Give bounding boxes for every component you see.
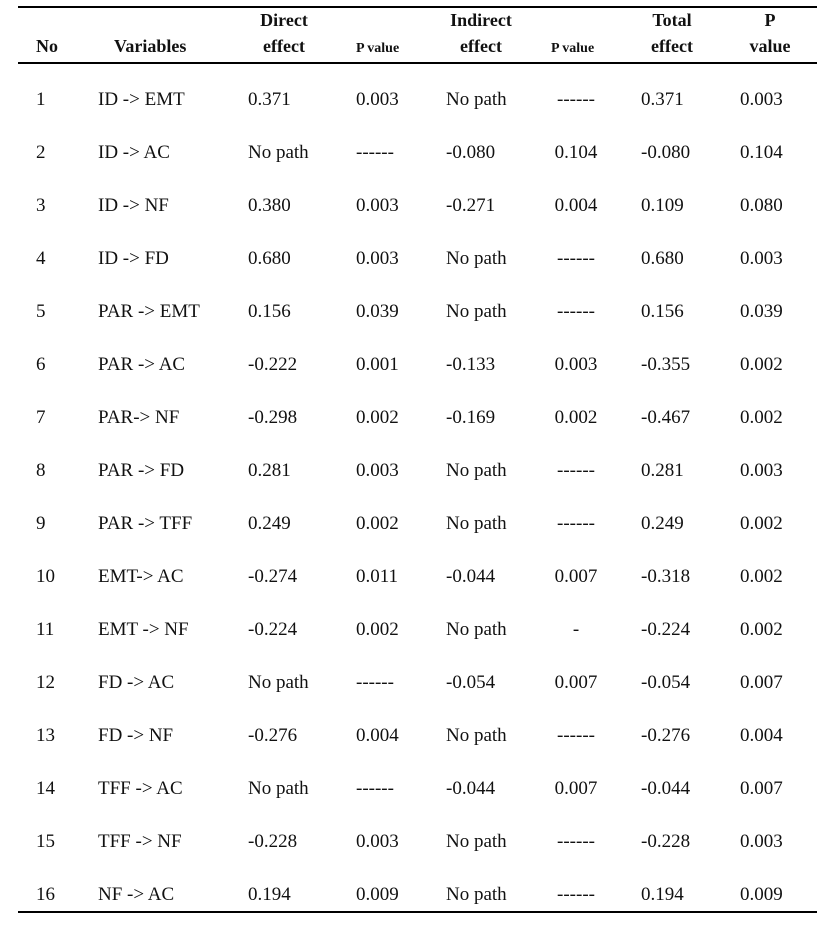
header-total-line1: Total xyxy=(652,10,692,30)
header-direct-line1: Direct xyxy=(260,10,308,30)
cell-no: 8 xyxy=(36,460,46,481)
cell-indirect-effect: No path xyxy=(446,248,507,269)
cell-total-effect: 0.371 xyxy=(641,89,684,110)
cell-direct-effect: No path xyxy=(248,778,309,799)
cell-p-direct: 0.009 xyxy=(356,884,399,905)
header-total-line2: effect xyxy=(651,36,693,56)
cell-p-total: 0.080 xyxy=(740,195,783,216)
cell-p-total: 0.009 xyxy=(740,884,783,905)
cell-p-indirect: ------ xyxy=(557,301,595,322)
table-row xyxy=(0,778,834,831)
table-row xyxy=(0,831,834,884)
cell-p-direct: 0.003 xyxy=(356,195,399,216)
cell-indirect-effect: -0.044 xyxy=(446,566,496,587)
cell-p-direct: 0.001 xyxy=(356,354,399,375)
cell-p-total: 0.007 xyxy=(740,778,783,799)
cell-no: 14 xyxy=(36,778,55,799)
table-row xyxy=(0,725,834,778)
cell-variables: PAR -> AC xyxy=(98,354,186,375)
cell-indirect-effect: -0.133 xyxy=(446,354,496,375)
cell-p-indirect: 0.003 xyxy=(554,354,598,375)
header-total-effect xyxy=(642,7,702,59)
header-p-direct: P value xyxy=(356,41,400,56)
cell-p-total: 0.003 xyxy=(740,460,783,481)
cell-variables: FD -> NF xyxy=(98,725,174,746)
cell-indirect-effect: No path xyxy=(446,619,507,640)
table-row xyxy=(0,248,834,301)
cell-indirect-effect: No path xyxy=(446,884,507,905)
table-row xyxy=(0,89,834,142)
table-row xyxy=(0,407,834,460)
cell-total-effect: -0.054 xyxy=(641,672,691,693)
cell-direct-effect: -0.228 xyxy=(248,831,298,852)
cell-total-effect: -0.080 xyxy=(641,142,691,163)
cell-total-effect: -0.224 xyxy=(641,619,691,640)
cell-p-direct: 0.003 xyxy=(356,89,399,110)
table-row xyxy=(0,460,834,513)
cell-p-indirect: ------ xyxy=(557,831,595,852)
table-row xyxy=(0,566,834,619)
cell-direct-effect: -0.274 xyxy=(248,566,298,587)
cell-direct-effect: -0.298 xyxy=(248,407,298,428)
header-p-total-line2: value xyxy=(749,36,791,56)
cell-no: 12 xyxy=(36,672,55,693)
cell-p-indirect: ------ xyxy=(557,884,595,905)
cell-p-direct: 0.002 xyxy=(356,513,399,534)
table-row xyxy=(0,142,834,195)
header-p-total xyxy=(742,7,798,59)
cell-total-effect: -0.467 xyxy=(641,407,691,428)
cell-p-indirect: ------ xyxy=(557,89,595,110)
table-row xyxy=(0,301,834,354)
cell-no: 1 xyxy=(36,89,46,110)
cell-p-indirect: ------ xyxy=(557,513,595,534)
cell-no: 5 xyxy=(36,301,46,322)
cell-p-total: 0.007 xyxy=(740,672,783,693)
cell-direct-effect: No path xyxy=(248,142,309,163)
cell-no: 6 xyxy=(36,354,46,375)
cell-variables: ID -> EMT xyxy=(98,89,185,110)
cell-direct-effect: 0.680 xyxy=(248,248,291,269)
table-row xyxy=(0,619,834,672)
cell-no: 13 xyxy=(36,725,55,746)
cell-p-total: 0.002 xyxy=(740,566,783,587)
cell-variables: ID -> AC xyxy=(98,142,170,163)
cell-indirect-effect: -0.044 xyxy=(446,778,496,799)
table-header-rule xyxy=(18,62,817,64)
cell-p-indirect: 0.007 xyxy=(554,566,598,587)
cell-p-indirect: - xyxy=(572,619,580,640)
cell-total-effect: -0.276 xyxy=(641,725,691,746)
cell-p-direct: 0.002 xyxy=(356,619,399,640)
cell-no: 10 xyxy=(36,566,55,587)
header-variables: Variables xyxy=(114,36,187,56)
cell-direct-effect: 0.281 xyxy=(248,460,291,481)
cell-no: 9 xyxy=(36,513,46,534)
header-p-indirect: P value xyxy=(551,41,595,56)
cell-p-total: 0.004 xyxy=(740,725,783,746)
cell-p-indirect: 0.004 xyxy=(554,195,598,216)
cell-direct-effect: -0.224 xyxy=(248,619,298,640)
cell-p-total: 0.039 xyxy=(740,301,783,322)
header-direct-effect xyxy=(248,7,320,59)
cell-p-indirect: 0.007 xyxy=(554,778,598,799)
header-indirect-effect xyxy=(442,7,520,59)
cell-p-total: 0.002 xyxy=(740,513,783,534)
cell-total-effect: -0.228 xyxy=(641,831,691,852)
cell-variables: ID -> FD xyxy=(98,248,169,269)
cell-p-indirect: ------ xyxy=(557,248,595,269)
cell-total-effect: -0.318 xyxy=(641,566,691,587)
cell-no: 4 xyxy=(36,248,46,269)
cell-variables: TFF -> AC xyxy=(98,778,183,799)
cell-p-indirect: 0.104 xyxy=(554,142,598,163)
cell-direct-effect: -0.222 xyxy=(248,354,298,375)
cell-direct-effect: 0.194 xyxy=(248,884,291,905)
cell-p-direct: 0.003 xyxy=(356,248,399,269)
cell-p-indirect: ------ xyxy=(557,460,595,481)
cell-p-total: 0.003 xyxy=(740,89,783,110)
table-row xyxy=(0,513,834,566)
cell-variables: NF -> AC xyxy=(98,884,175,905)
cell-p-direct: ------ xyxy=(356,142,394,163)
cell-variables: PAR -> EMT xyxy=(98,301,200,322)
cell-variables: PAR-> NF xyxy=(98,407,180,428)
header-direct-line2: effect xyxy=(263,36,305,56)
cell-direct-effect: -0.276 xyxy=(248,725,298,746)
cell-p-indirect: 0.002 xyxy=(554,407,598,428)
cell-indirect-effect: -0.271 xyxy=(446,195,496,216)
cell-variables: FD -> AC xyxy=(98,672,175,693)
header-no: No xyxy=(36,36,58,56)
cell-total-effect: 0.194 xyxy=(641,884,684,905)
cell-total-effect: 0.680 xyxy=(641,248,684,269)
cell-direct-effect: 0.371 xyxy=(248,89,291,110)
cell-p-direct: 0.039 xyxy=(356,301,399,322)
cell-direct-effect: 0.380 xyxy=(248,195,291,216)
cell-p-total: 0.104 xyxy=(740,142,783,163)
cell-p-direct: 0.003 xyxy=(356,460,399,481)
cell-p-direct: 0.004 xyxy=(356,725,399,746)
cell-indirect-effect: No path xyxy=(446,725,507,746)
header-p-total-line1: P xyxy=(764,10,776,30)
cell-p-total: 0.003 xyxy=(740,831,783,852)
cell-variables: TFF -> NF xyxy=(98,831,182,852)
cell-indirect-effect: -0.080 xyxy=(446,142,496,163)
cell-total-effect: -0.355 xyxy=(641,354,691,375)
cell-indirect-effect: No path xyxy=(446,513,507,534)
cell-p-direct: 0.003 xyxy=(356,831,399,852)
cell-direct-effect: No path xyxy=(248,672,309,693)
table-row xyxy=(0,354,834,407)
table-row xyxy=(0,672,834,725)
cell-p-total: 0.003 xyxy=(740,248,783,269)
table-bottom-rule xyxy=(18,911,817,913)
cell-total-effect: 0.281 xyxy=(641,460,684,481)
cell-p-indirect: 0.007 xyxy=(554,672,598,693)
cell-indirect-effect: -0.054 xyxy=(446,672,496,693)
cell-p-direct: 0.002 xyxy=(356,407,399,428)
cell-p-direct: 0.011 xyxy=(356,566,399,587)
cell-p-direct: ------ xyxy=(356,672,394,693)
cell-total-effect: 0.109 xyxy=(641,195,684,216)
cell-indirect-effect: No path xyxy=(446,301,507,322)
cell-variables: PAR -> TFF xyxy=(98,513,193,534)
cell-total-effect: 0.156 xyxy=(641,301,684,322)
cell-no: 16 xyxy=(36,884,55,905)
cell-total-effect: 0.249 xyxy=(641,513,684,534)
cell-indirect-effect: No path xyxy=(446,460,507,481)
header-indirect-line2: effect xyxy=(460,36,502,56)
cell-no: 2 xyxy=(36,142,46,163)
table-row xyxy=(0,195,834,248)
cell-p-total: 0.002 xyxy=(740,619,783,640)
cell-variables: EMT -> NF xyxy=(98,619,189,640)
cell-variables: EMT-> AC xyxy=(98,566,184,587)
cell-p-total: 0.002 xyxy=(740,354,783,375)
cell-no: 3 xyxy=(36,195,46,216)
cell-no: 15 xyxy=(36,831,55,852)
cell-indirect-effect: -0.169 xyxy=(446,407,496,428)
cell-indirect-effect: No path xyxy=(446,831,507,852)
cell-p-total: 0.002 xyxy=(740,407,783,428)
header-indirect-line1: Indirect xyxy=(450,10,512,30)
cell-variables: PAR -> FD xyxy=(98,460,185,481)
cell-direct-effect: 0.249 xyxy=(248,513,291,534)
cell-total-effect: -0.044 xyxy=(641,778,691,799)
cell-no: 7 xyxy=(36,407,46,428)
cell-p-indirect: ------ xyxy=(557,725,595,746)
cell-no: 11 xyxy=(36,619,55,640)
cell-p-direct: ------ xyxy=(356,778,394,799)
cell-direct-effect: 0.156 xyxy=(248,301,291,322)
cell-indirect-effect: No path xyxy=(446,89,507,110)
cell-variables: ID -> NF xyxy=(98,195,169,216)
